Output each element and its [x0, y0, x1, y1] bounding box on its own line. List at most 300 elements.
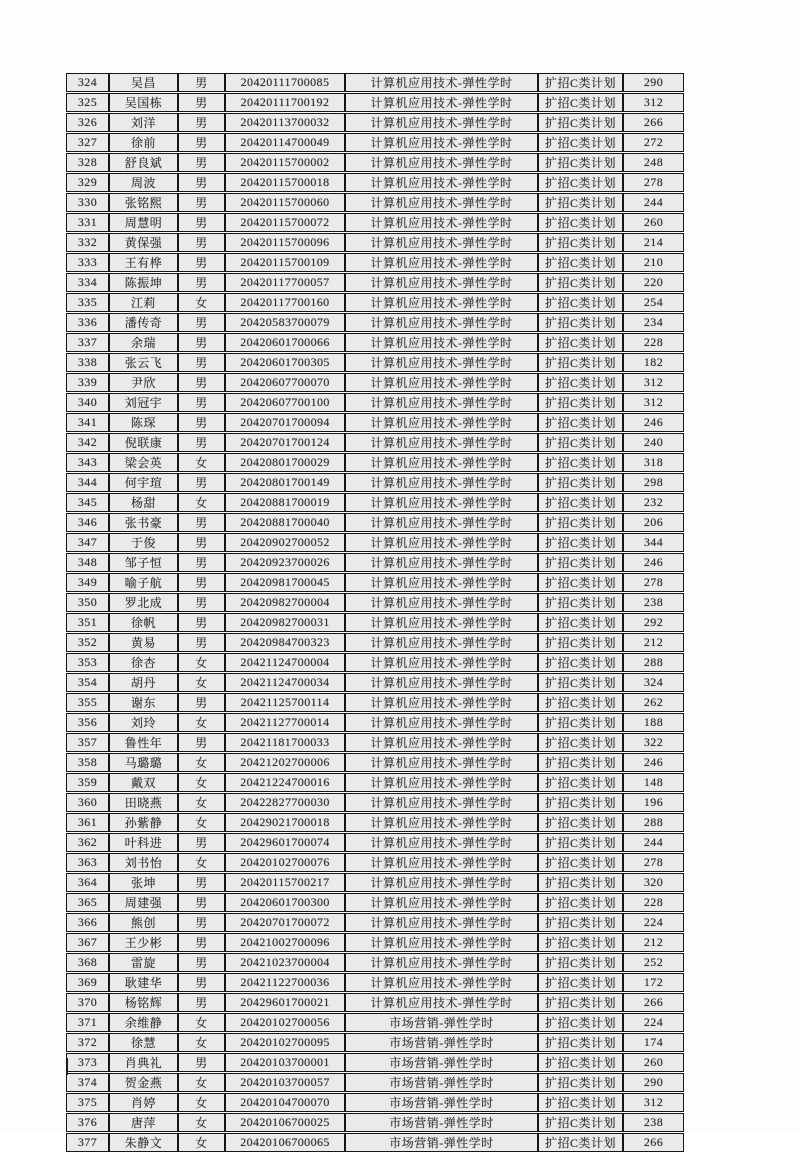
score-cell: 148 [623, 773, 684, 792]
gender-cell: 男 [178, 973, 225, 992]
gender-cell: 男 [178, 893, 225, 912]
gender-cell: 男 [178, 573, 225, 592]
gender-cell: 男 [178, 313, 225, 332]
plan-type-cell: 扩招C类计划 [538, 793, 623, 812]
score-cell: 212 [623, 633, 684, 652]
plan-type-cell: 扩招C类计划 [538, 233, 623, 252]
score-cell: 196 [623, 793, 684, 812]
name-cell: 罗北成 [109, 593, 178, 612]
row-number-cell: 367 [66, 933, 109, 952]
table-row [66, 1053, 684, 1072]
program-cell: 计算机应用技术-弹性学时 [345, 453, 538, 472]
exam-id-cell: 20420701700124 [225, 433, 345, 452]
program-cell: 计算机应用技术-弹性学时 [345, 933, 538, 952]
program-cell: 计算机应用技术-弹性学时 [345, 533, 538, 552]
score-cell: 260 [623, 213, 684, 232]
row-number-cell: 372 [66, 1033, 109, 1052]
program-cell: 计算机应用技术-弹性学时 [345, 313, 538, 332]
program-cell: 计算机应用技术-弹性学时 [345, 733, 538, 752]
table-row [66, 893, 684, 912]
gender-cell: 男 [178, 873, 225, 892]
name-cell: 刘书怡 [109, 853, 178, 872]
name-cell: 刘洋 [109, 113, 178, 132]
gender-cell: 女 [178, 753, 225, 772]
name-cell: 杨铭辉 [109, 993, 178, 1012]
name-cell: 肖婷 [109, 1093, 178, 1112]
name-cell: 贺金燕 [109, 1073, 178, 1092]
table-row [66, 1073, 684, 1092]
program-cell: 计算机应用技术-弹性学时 [345, 473, 538, 492]
gender-cell: 女 [178, 1133, 225, 1152]
gender-cell: 男 [178, 193, 225, 212]
score-cell: 318 [623, 453, 684, 472]
gender-cell: 男 [178, 533, 225, 552]
gender-cell: 女 [178, 773, 225, 792]
gender-cell: 男 [178, 393, 225, 412]
program-cell: 计算机应用技术-弹性学时 [345, 273, 538, 292]
table-row [66, 233, 684, 252]
plan-type-cell: 扩招C类计划 [538, 133, 623, 152]
row-number-cell: 366 [66, 913, 109, 932]
table-row [66, 973, 684, 992]
exam-id-cell: 20420103700057 [225, 1073, 345, 1092]
table-row [66, 73, 684, 92]
row-number-cell: 358 [66, 753, 109, 772]
exam-id-cell: 20421127700014 [225, 713, 345, 732]
row-number-cell: 356 [66, 713, 109, 732]
name-cell: 杨甜 [109, 493, 178, 512]
name-cell: 刘冠宇 [109, 393, 178, 412]
program-cell: 计算机应用技术-弹性学时 [345, 973, 538, 992]
score-cell: 344 [623, 533, 684, 552]
table-row [66, 513, 684, 532]
name-cell: 喻子航 [109, 573, 178, 592]
name-cell: 吴昌 [109, 73, 178, 92]
name-cell: 唐萍 [109, 1113, 178, 1132]
row-number-cell: 326 [66, 113, 109, 132]
program-cell: 计算机应用技术-弹性学时 [345, 493, 538, 512]
exam-id-cell: 20420117700160 [225, 293, 345, 312]
row-number-cell: 370 [66, 993, 109, 1012]
table-row [66, 333, 684, 352]
table-row [66, 673, 684, 692]
exam-id-cell: 20420801700149 [225, 473, 345, 492]
name-cell: 何宇瑄 [109, 473, 178, 492]
row-number-cell: 348 [66, 553, 109, 572]
program-cell: 市场营销-弹性学时 [345, 1053, 538, 1072]
exam-id-cell: 20421181700033 [225, 733, 345, 752]
name-cell: 徐杏 [109, 653, 178, 672]
gender-cell: 男 [178, 333, 225, 352]
gender-cell: 女 [178, 713, 225, 732]
gender-cell: 男 [178, 553, 225, 572]
score-cell: 248 [623, 153, 684, 172]
name-cell: 余维静 [109, 1013, 178, 1032]
gender-cell: 男 [178, 593, 225, 612]
exam-id-cell: 20420115700109 [225, 253, 345, 272]
program-cell: 计算机应用技术-弹性学时 [345, 73, 538, 92]
exam-id-cell: 20420115700060 [225, 193, 345, 212]
score-cell: 322 [623, 733, 684, 752]
table-row [66, 313, 684, 332]
row-number-cell: 374 [66, 1073, 109, 1092]
program-cell: 计算机应用技术-弹性学时 [345, 333, 538, 352]
gender-cell: 男 [178, 373, 225, 392]
plan-type-cell: 扩招C类计划 [538, 1133, 623, 1152]
plan-type-cell: 扩招C类计划 [538, 393, 623, 412]
row-number-cell: 352 [66, 633, 109, 652]
plan-type-cell: 扩招C类计划 [538, 253, 623, 272]
program-cell: 计算机应用技术-弹性学时 [345, 693, 538, 712]
program-cell: 计算机应用技术-弹性学时 [345, 713, 538, 732]
plan-type-cell: 扩招C类计划 [538, 613, 623, 632]
plan-type-cell: 扩招C类计划 [538, 473, 623, 492]
score-cell: 254 [623, 293, 684, 312]
plan-type-cell: 扩招C类计划 [538, 1113, 623, 1132]
row-number-cell: 351 [66, 613, 109, 632]
table-row [66, 293, 684, 312]
gender-cell: 男 [178, 993, 225, 1012]
gender-cell: 女 [178, 673, 225, 692]
name-cell: 徐慧 [109, 1033, 178, 1052]
name-cell: 徐帆 [109, 613, 178, 632]
exam-id-cell: 20420102700056 [225, 1013, 345, 1032]
row-number-cell: 338 [66, 353, 109, 372]
row-number-cell: 344 [66, 473, 109, 492]
row-number-cell: 350 [66, 593, 109, 612]
row-number-cell: 369 [66, 973, 109, 992]
program-cell: 计算机应用技术-弹性学时 [345, 673, 538, 692]
score-cell: 214 [623, 233, 684, 252]
score-cell: 266 [623, 993, 684, 1012]
row-number-cell: 368 [66, 953, 109, 972]
gender-cell: 男 [178, 473, 225, 492]
program-cell: 计算机应用技术-弹性学时 [345, 373, 538, 392]
score-cell: 244 [623, 833, 684, 852]
row-number-cell: 357 [66, 733, 109, 752]
row-number-cell: 340 [66, 393, 109, 412]
plan-type-cell: 扩招C类计划 [538, 373, 623, 392]
program-cell: 市场营销-弹性学时 [345, 1033, 538, 1052]
name-cell: 刘玲 [109, 713, 178, 732]
exam-id-cell: 20420701700094 [225, 413, 345, 432]
gender-cell: 女 [178, 1093, 225, 1112]
plan-type-cell: 扩招C类计划 [538, 993, 623, 1012]
program-cell: 计算机应用技术-弹性学时 [345, 853, 538, 872]
row-number-cell: 330 [66, 193, 109, 212]
score-cell: 312 [623, 373, 684, 392]
row-number-cell: 327 [66, 133, 109, 152]
plan-type-cell: 扩招C类计划 [538, 173, 623, 192]
score-cell: 212 [623, 933, 684, 952]
table-row [66, 193, 684, 212]
row-number-cell: 332 [66, 233, 109, 252]
plan-type-cell: 扩招C类计划 [538, 513, 623, 532]
gender-cell: 男 [178, 1053, 225, 1072]
scan-artifact-line [66, 1058, 68, 1075]
program-cell: 计算机应用技术-弹性学时 [345, 833, 538, 852]
plan-type-cell: 扩招C类计划 [538, 113, 623, 132]
program-cell: 计算机应用技术-弹性学时 [345, 773, 538, 792]
row-number-cell: 331 [66, 213, 109, 232]
row-number-cell: 324 [66, 73, 109, 92]
name-cell: 耿建华 [109, 973, 178, 992]
exam-id-cell: 20429601700021 [225, 993, 345, 1012]
table-row [66, 613, 684, 632]
plan-type-cell: 扩招C类计划 [538, 1013, 623, 1032]
program-cell: 计算机应用技术-弹性学时 [345, 413, 538, 432]
name-cell: 舒良斌 [109, 153, 178, 172]
gender-cell: 女 [178, 853, 225, 872]
row-number-cell: 354 [66, 673, 109, 692]
table-row [66, 813, 684, 832]
table-row [66, 953, 684, 972]
exam-id-cell: 20420102700076 [225, 853, 345, 872]
program-cell: 计算机应用技术-弹性学时 [345, 953, 538, 972]
score-cell: 290 [623, 73, 684, 92]
table-row [66, 113, 684, 132]
row-number-cell: 371 [66, 1013, 109, 1032]
row-number-cell: 336 [66, 313, 109, 332]
table-row [66, 413, 684, 432]
gender-cell: 男 [178, 173, 225, 192]
plan-type-cell: 扩招C类计划 [538, 433, 623, 452]
plan-type-cell: 扩招C类计划 [538, 853, 623, 872]
name-cell: 孙紫静 [109, 813, 178, 832]
name-cell: 江莉 [109, 293, 178, 312]
exam-id-cell: 20421122700036 [225, 973, 345, 992]
exam-id-cell: 20420583700079 [225, 313, 345, 332]
name-cell: 谢东 [109, 693, 178, 712]
score-cell: 292 [623, 613, 684, 632]
program-cell: 计算机应用技术-弹性学时 [345, 133, 538, 152]
name-cell: 张书豪 [109, 513, 178, 532]
table-row [66, 493, 684, 512]
plan-type-cell: 扩招C类计划 [538, 813, 623, 832]
score-cell: 298 [623, 473, 684, 492]
table-row [66, 713, 684, 732]
exam-id-cell: 20420106700025 [225, 1113, 345, 1132]
score-cell: 172 [623, 973, 684, 992]
exam-id-cell: 20420801700029 [225, 453, 345, 472]
program-cell: 计算机应用技术-弹性学时 [345, 593, 538, 612]
table-row [66, 373, 684, 392]
exam-id-cell: 20420982700031 [225, 613, 345, 632]
plan-type-cell: 扩招C类计划 [538, 273, 623, 292]
score-cell: 238 [623, 593, 684, 612]
gender-cell: 女 [178, 293, 225, 312]
exam-id-cell: 20420881700019 [225, 493, 345, 512]
plan-type-cell: 扩招C类计划 [538, 153, 623, 172]
table-row [66, 173, 684, 192]
table-row [66, 853, 684, 872]
program-cell: 计算机应用技术-弹性学时 [345, 293, 538, 312]
table-row [66, 133, 684, 152]
table-row [66, 733, 684, 752]
score-cell: 260 [623, 1053, 684, 1072]
row-number-cell: 347 [66, 533, 109, 552]
score-cell: 278 [623, 173, 684, 192]
program-cell: 市场营销-弹性学时 [345, 1093, 538, 1112]
score-cell: 238 [623, 1113, 684, 1132]
table-row [66, 1013, 684, 1032]
name-cell: 田晓燕 [109, 793, 178, 812]
gender-cell: 女 [178, 1013, 225, 1032]
row-number-cell: 343 [66, 453, 109, 472]
gender-cell: 女 [178, 813, 225, 832]
score-cell: 246 [623, 753, 684, 772]
name-cell: 周波 [109, 173, 178, 192]
gender-cell: 男 [178, 233, 225, 252]
name-cell: 雷旋 [109, 953, 178, 972]
plan-type-cell: 扩招C类计划 [538, 1073, 623, 1092]
program-cell: 计算机应用技术-弹性学时 [345, 873, 538, 892]
row-number-cell: 345 [66, 493, 109, 512]
name-cell: 潘传奇 [109, 313, 178, 332]
gender-cell: 男 [178, 433, 225, 452]
score-cell: 278 [623, 853, 684, 872]
table-row [66, 773, 684, 792]
gender-cell: 女 [178, 1033, 225, 1052]
exam-id-cell: 20420601700066 [225, 333, 345, 352]
row-number-cell: 376 [66, 1113, 109, 1132]
row-number-cell: 364 [66, 873, 109, 892]
program-cell: 市场营销-弹性学时 [345, 1073, 538, 1092]
table-row [66, 213, 684, 232]
plan-type-cell: 扩招C类计划 [538, 213, 623, 232]
table-row [66, 793, 684, 812]
name-cell: 周建强 [109, 893, 178, 912]
gender-cell: 女 [178, 453, 225, 472]
name-cell: 陈琛 [109, 413, 178, 432]
plan-type-cell: 扩招C类计划 [538, 833, 623, 852]
table-row [66, 653, 684, 672]
gender-cell: 男 [178, 513, 225, 532]
row-number-cell: 349 [66, 573, 109, 592]
row-number-cell: 377 [66, 1133, 109, 1152]
plan-type-cell: 扩招C类计划 [538, 1053, 623, 1072]
score-cell: 288 [623, 653, 684, 672]
exam-id-cell: 20420115700018 [225, 173, 345, 192]
name-cell: 尹欣 [109, 373, 178, 392]
name-cell: 王有桦 [109, 253, 178, 272]
program-cell: 计算机应用技术-弹性学时 [345, 653, 538, 672]
gender-cell: 男 [178, 213, 225, 232]
name-cell: 戴双 [109, 773, 178, 792]
plan-type-cell: 扩招C类计划 [538, 653, 623, 672]
table-row [66, 153, 684, 172]
roster-table [66, 72, 684, 1153]
score-cell: 324 [623, 673, 684, 692]
name-cell: 徐前 [109, 133, 178, 152]
name-cell: 吴国栋 [109, 93, 178, 112]
gender-cell: 女 [178, 493, 225, 512]
name-cell: 倪联康 [109, 433, 178, 452]
plan-type-cell: 扩招C类计划 [538, 773, 623, 792]
row-number-cell: 337 [66, 333, 109, 352]
plan-type-cell: 扩招C类计划 [538, 673, 623, 692]
score-cell: 312 [623, 393, 684, 412]
row-number-cell: 325 [66, 93, 109, 112]
gender-cell: 男 [178, 133, 225, 152]
score-cell: 232 [623, 493, 684, 512]
row-number-cell: 361 [66, 813, 109, 832]
gender-cell: 女 [178, 653, 225, 672]
roster-table-body [66, 73, 684, 1152]
exam-id-cell: 20421002700096 [225, 933, 345, 952]
score-cell: 244 [623, 193, 684, 212]
plan-type-cell: 扩招C类计划 [538, 713, 623, 732]
row-number-cell: 362 [66, 833, 109, 852]
gender-cell: 男 [178, 953, 225, 972]
plan-type-cell: 扩招C类计划 [538, 733, 623, 752]
row-number-cell: 333 [66, 253, 109, 272]
program-cell: 计算机应用技术-弹性学时 [345, 433, 538, 452]
plan-type-cell: 扩招C类计划 [538, 693, 623, 712]
plan-type-cell: 扩招C类计划 [538, 413, 623, 432]
gender-cell: 男 [178, 93, 225, 112]
gender-cell: 男 [178, 353, 225, 372]
row-number-cell: 353 [66, 653, 109, 672]
row-number-cell: 341 [66, 413, 109, 432]
gender-cell: 男 [178, 733, 225, 752]
name-cell: 周慧明 [109, 213, 178, 232]
program-cell: 计算机应用技术-弹性学时 [345, 553, 538, 572]
exam-id-cell: 20420701700072 [225, 913, 345, 932]
plan-type-cell: 扩招C类计划 [538, 913, 623, 932]
table-row [66, 1033, 684, 1052]
gender-cell: 男 [178, 253, 225, 272]
exam-id-cell: 20420902700052 [225, 533, 345, 552]
row-number-cell: 359 [66, 773, 109, 792]
exam-id-cell: 20421124700034 [225, 673, 345, 692]
program-cell: 计算机应用技术-弹性学时 [345, 513, 538, 532]
plan-type-cell: 扩招C类计划 [538, 193, 623, 212]
gender-cell: 男 [178, 833, 225, 852]
table-row [66, 433, 684, 452]
program-cell: 计算机应用技术-弹性学时 [345, 173, 538, 192]
plan-type-cell: 扩招C类计划 [538, 1033, 623, 1052]
table-row [66, 753, 684, 772]
gender-cell: 男 [178, 273, 225, 292]
row-number-cell: 365 [66, 893, 109, 912]
program-cell: 计算机应用技术-弹性学时 [345, 193, 538, 212]
name-cell: 胡丹 [109, 673, 178, 692]
score-cell: 234 [623, 313, 684, 332]
plan-type-cell: 扩招C类计划 [538, 933, 623, 952]
table-row [66, 933, 684, 952]
name-cell: 马璐璐 [109, 753, 178, 772]
table-row [66, 593, 684, 612]
gender-cell: 女 [178, 1113, 225, 1132]
table-row [66, 473, 684, 492]
program-cell: 计算机应用技术-弹性学时 [345, 213, 538, 232]
exam-id-cell: 20420115700217 [225, 873, 345, 892]
score-cell: 312 [623, 1093, 684, 1112]
exam-id-cell: 20420113700032 [225, 113, 345, 132]
score-cell: 182 [623, 353, 684, 372]
plan-type-cell: 扩招C类计划 [538, 873, 623, 892]
table-row [66, 1113, 684, 1132]
score-cell: 312 [623, 93, 684, 112]
program-cell: 计算机应用技术-弹性学时 [345, 113, 538, 132]
gender-cell: 男 [178, 113, 225, 132]
plan-type-cell: 扩招C类计划 [538, 333, 623, 352]
plan-type-cell: 扩招C类计划 [538, 493, 623, 512]
exam-id-cell: 20421125700114 [225, 693, 345, 712]
exam-id-cell: 20421023700004 [225, 953, 345, 972]
table-row [66, 393, 684, 412]
